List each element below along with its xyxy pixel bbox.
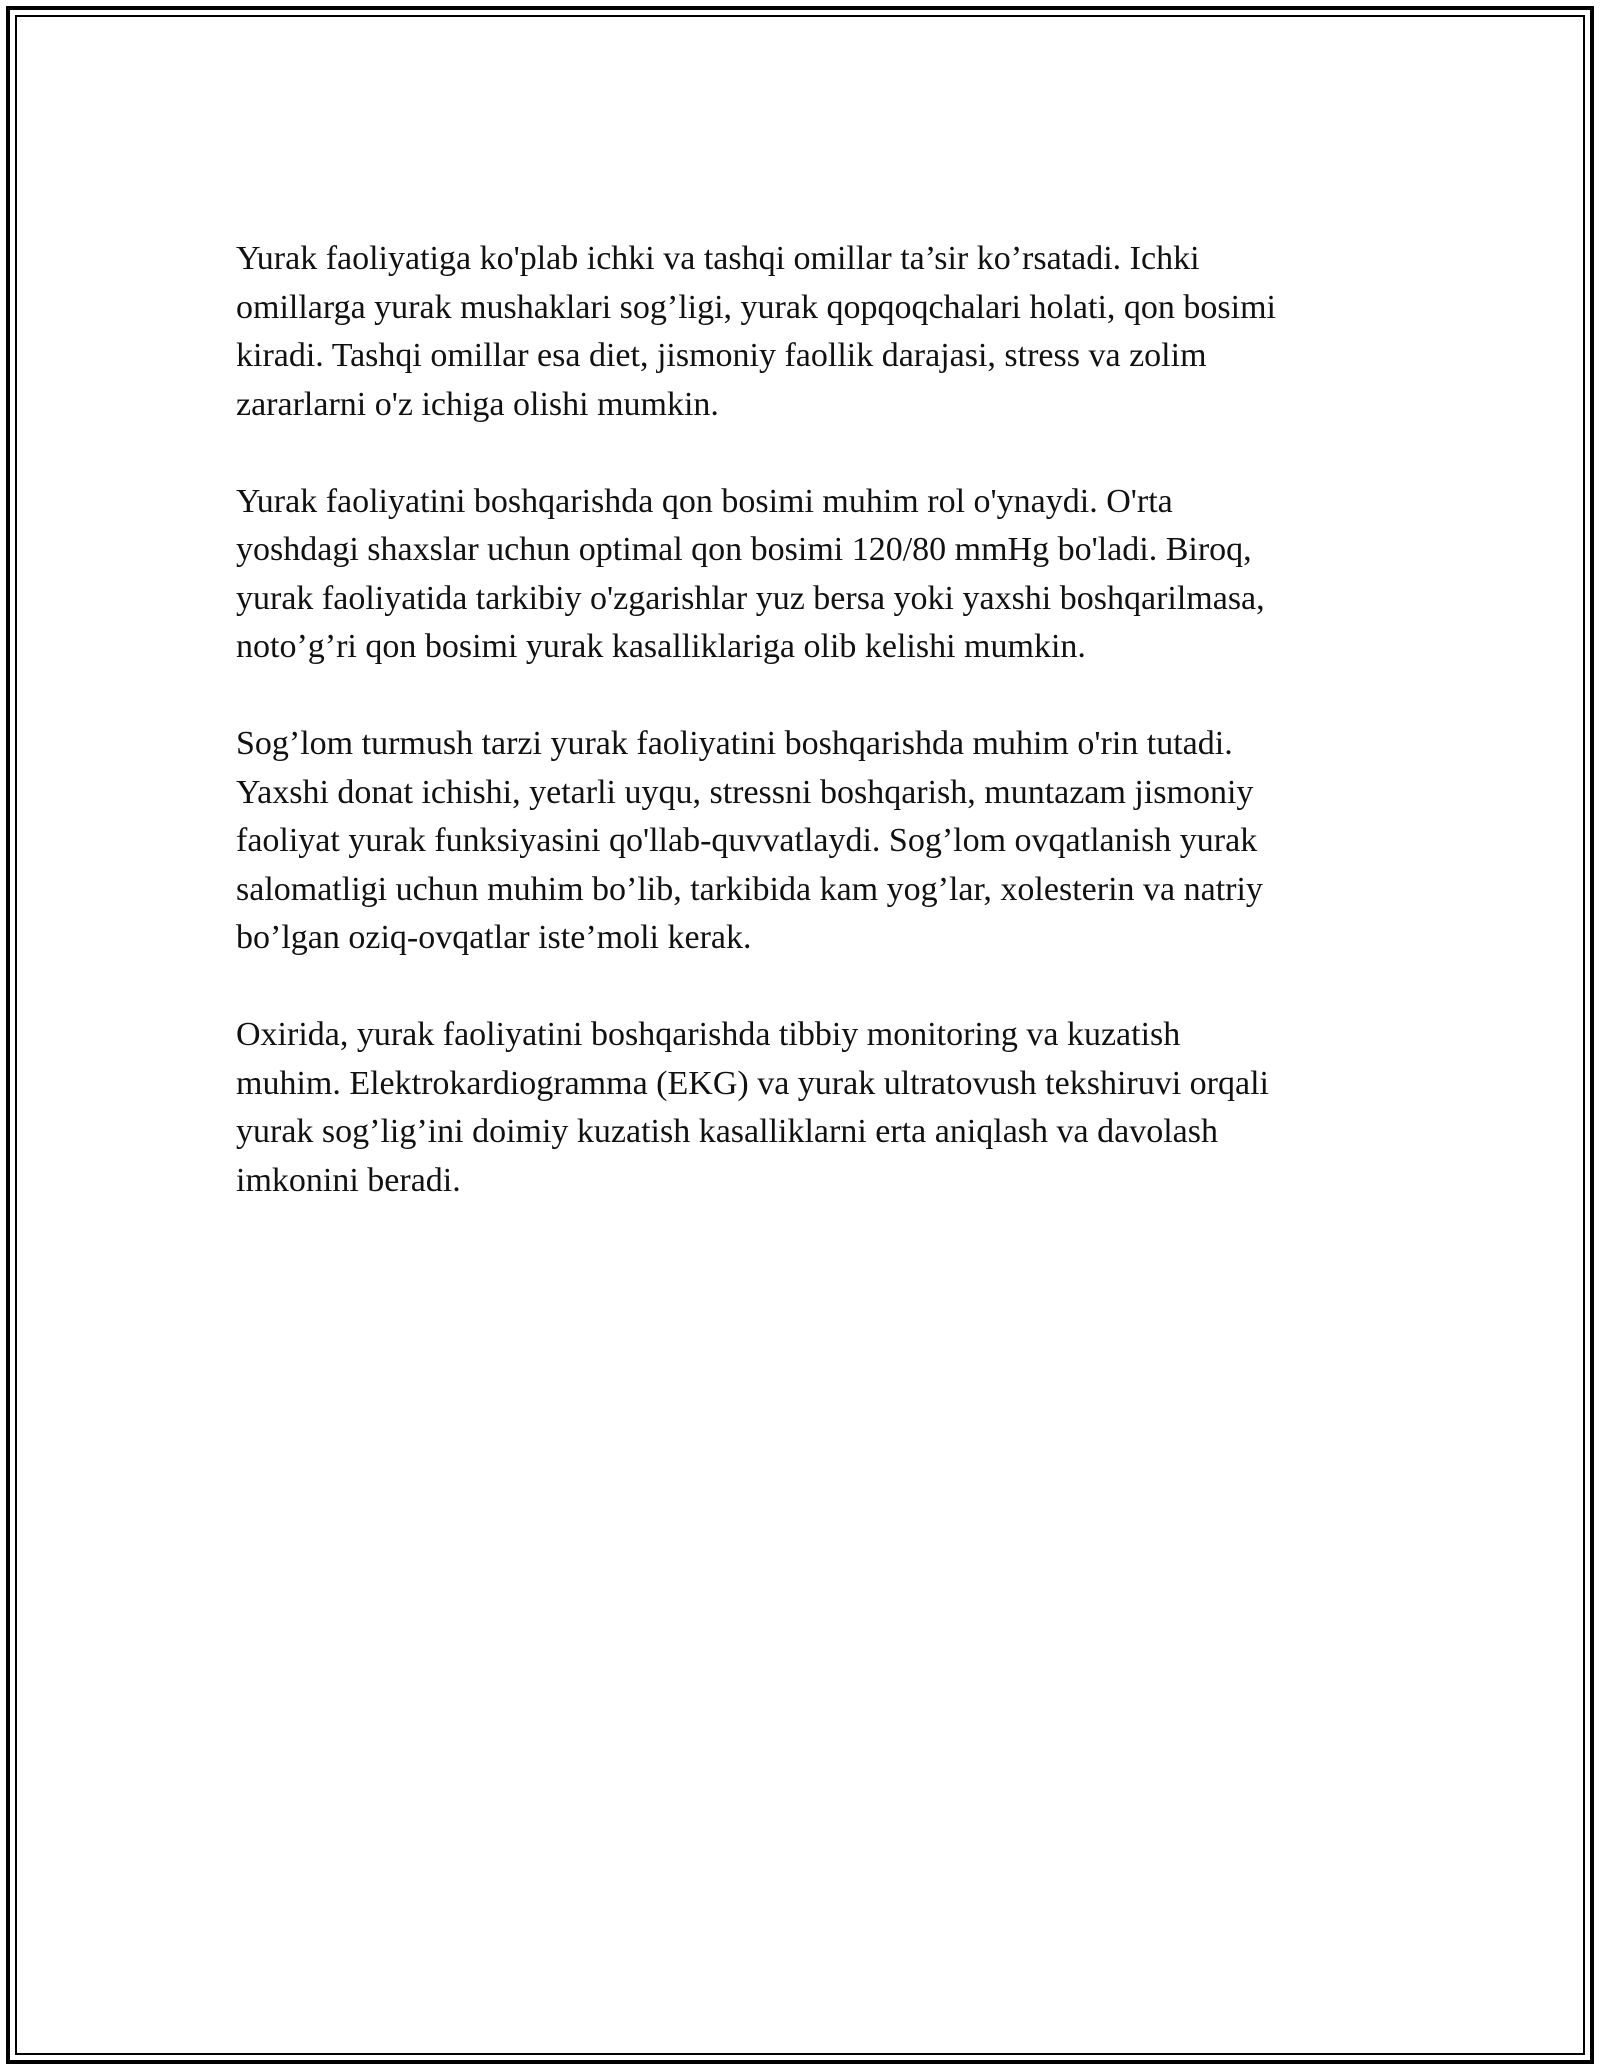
- paragraph-healthy-lifestyle: Sog’lom turmush tarzi yurak faoliyatini boshqarishda muhim o'rin tutadi. Yaxshi donat ichishi, yetarli uyqu, stressni boshqarish, muntazam jismoniy faoliyat yurak funksiyasini qo'llab-quvvatlaydi. Sog’lom ovqatlanish yurak salomatligi uchun muhim bo’lib, tarkibida kam yog’lar, xolesterin va natriy bo’lgan oziq-ovqatlar iste’moli kerak.: [236, 725, 1263, 956]
- paragraph-blood-pressure: Yurak faoliyatini boshqarishda qon bosimi muhim rol o'ynaydi. O'rta yoshdagi shaxslar uchun optimal qon bosimi 120/80 mmHg bo'ladi. Biroq, yurak faoliyatida tarkibiy o'zgarishlar yuz bersa yoki yaxshi boshqarilmasa, noto’g’ri qon bosimi yurak kasalliklariga olib kelishi mumkin.: [236, 482, 1265, 665]
- paragraph-medical-monitoring: Oxirida, yurak faoliyatini boshqarishda tibbiy monitoring va kuzatish muhim. Elektrokardiogramma (EKG) va yurak ultratovush tekshiruvi orqali yurak sog’lig’ini doimiy kuzatish kasalliklarni erta aniqlash va davolash imkonini beradi.: [236, 1016, 1269, 1199]
- document-body: [236, 235, 1376, 1254]
- paragraph-heart-factors: Yurak faoliyatiga ko'plab ichki va tashqi omillar ta’sir ko’rsatadi. Ichki omillarga yurak mushaklari sog’ligi, yurak qopqoqchalari holati, qon bosimi kiradi. Tashqi omillar esa diet, jismoniy faollik darajasi, stress va zolim zararlarni o'z ichiga olishi mumkin.: [236, 240, 1276, 423]
